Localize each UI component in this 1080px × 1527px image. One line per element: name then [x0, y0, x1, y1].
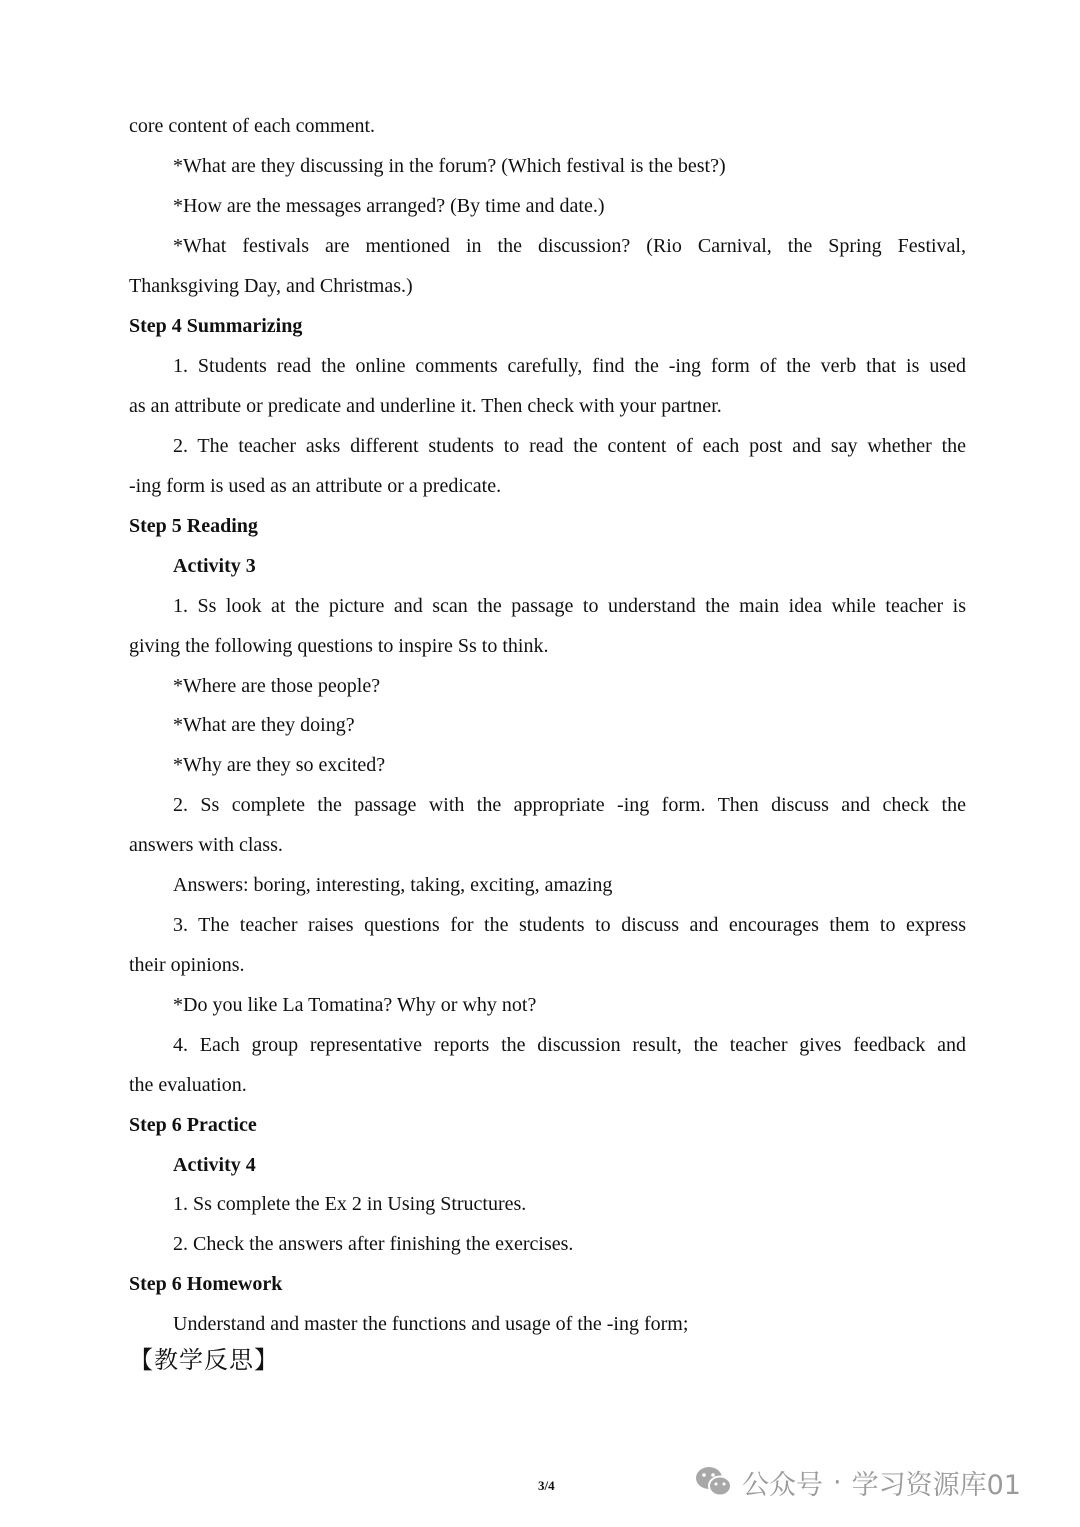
watermark: [694, 1462, 1021, 1502]
question-line: *Why are they so excited?: [173, 754, 386, 776]
paragraph-line: 2. Ss complete the passage with the appropriate -ing form. Then discuss and check the: [173, 794, 966, 816]
page-number: 3/4: [538, 1478, 555, 1493]
question-line: *What are they doing?: [173, 714, 355, 736]
question-line: *What are they discussing in the forum? (Which festival is the best?): [173, 155, 726, 177]
step-heading: Step 6 Homework: [129, 1273, 283, 1295]
paragraph-line: Understand and master the functions and usage of the -ing form;: [173, 1313, 689, 1335]
question-line: *What festivals are mentioned in the discussion? (Rio Carnival, the Spring Festival,: [173, 235, 966, 257]
step-heading: Step 4 Summarizing: [129, 315, 303, 337]
paragraph-line: 1. Ss complete the Ex 2 in Using Structures.: [173, 1193, 527, 1215]
reflection-heading: 【教学反思】: [129, 1348, 279, 1374]
paragraph-line: giving the following questions to inspire Ss to think.: [129, 635, 549, 657]
question-line: *Do you like La Tomatina? Why or why not?: [173, 994, 537, 1016]
paragraph-line: 4. Each group representative reports the discussion result, the teacher gives feedback and: [173, 1034, 966, 1056]
paragraph-line: core content of each comment.: [129, 115, 375, 137]
watermark-account: 学习资源库01: [851, 1469, 1021, 1501]
question-line: *How are the messages arranged? (By time and date.): [173, 195, 605, 217]
paragraph-line: 3. The teacher raises questions for the students to discuss and encourages them to express: [173, 914, 966, 936]
activity-heading: Activity 3: [173, 555, 256, 577]
paragraph-line: 2. Check the answers after finishing the exercises.: [173, 1233, 574, 1255]
activity-heading: Activity 4: [173, 1154, 256, 1176]
paragraph-line: their opinions.: [129, 954, 245, 976]
question-line: *Where are those people?: [173, 675, 381, 697]
paragraph-line: answers with class.: [129, 834, 283, 856]
paragraph-line: -ing form is used as an attribute or a predicate.: [129, 475, 502, 497]
paragraph-line: Thanksgiving Day, and Christmas.): [129, 275, 413, 297]
paragraph-line: 1. Ss look at the picture and scan the passage to understand the main idea while teacher is: [173, 595, 966, 617]
watermark-separator: ·: [833, 1466, 842, 1498]
answers-line: Answers: boring, interesting, taking, exciting, amazing: [173, 874, 613, 896]
step-heading: Step 5 Reading: [129, 515, 258, 537]
paragraph-line: 2. The teacher asks different students to read the content of each post and say whether the: [173, 435, 966, 457]
paragraph-line: as an attribute or predicate and underline it. Then check with your partner.: [129, 395, 722, 417]
paragraph-line: 1. Students read the online comments carefully, find the -ing form of the verb that is used: [173, 355, 966, 377]
wechat-icon: [694, 1464, 734, 1500]
paragraph-line: the evaluation.: [129, 1074, 247, 1096]
step-heading: Step 6 Practice: [129, 1114, 257, 1136]
watermark-platform: 公众号: [742, 1469, 823, 1501]
